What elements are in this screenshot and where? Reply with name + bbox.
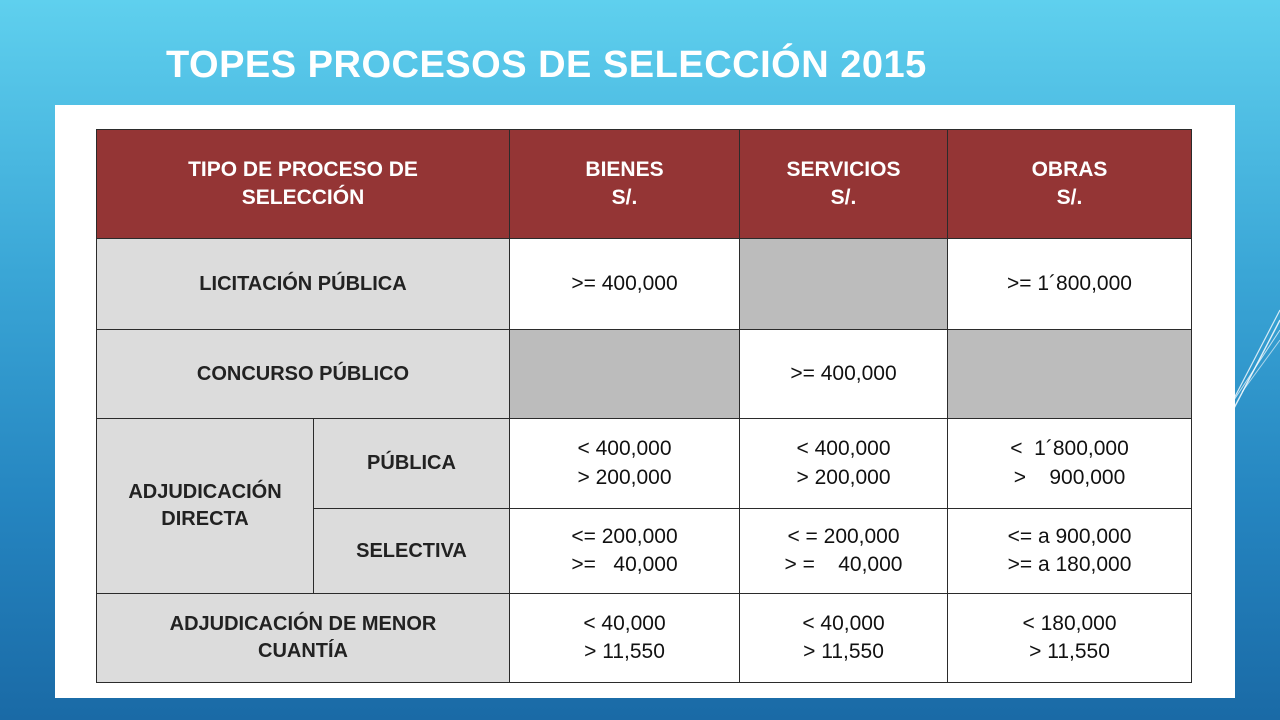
- slide-title: TOPES PROCESOS DE SELECCIÓN 2015: [166, 44, 927, 86]
- concurso-servicios: >= 400,000: [740, 330, 948, 419]
- selectiva-servicios: < = 200,000 > = 40,000: [740, 509, 948, 594]
- licitacion-servicios-empty: [740, 239, 948, 330]
- licitacion-bienes: >= 400,000: [510, 239, 740, 330]
- topes-table: [96, 129, 1192, 683]
- header-row: [97, 130, 1192, 239]
- licitacion-obras: >= 1´800,000: [948, 239, 1192, 330]
- publica-servicios: < 400,000 > 200,000: [740, 419, 948, 509]
- concurso-obras-empty: [948, 330, 1192, 419]
- menor-cuantia-bienes: < 40,000 > 11,550: [510, 594, 740, 683]
- header-tipo-proceso: TIPO DE PROCESO DE SELECCIÓN: [97, 130, 510, 239]
- label-selectiva: SELECTIVA: [314, 509, 510, 594]
- row-adjudicacion-publica: [97, 419, 1192, 509]
- publica-bienes: < 400,000 > 200,000: [510, 419, 740, 509]
- menor-cuantia-obras: < 180,000 > 11,550: [948, 594, 1192, 683]
- header-bienes: BIENES S/.: [510, 130, 740, 239]
- selectiva-bienes: <= 200,000 >= 40,000: [510, 509, 740, 594]
- label-licitacion-publica: LICITACIÓN PÚBLICA: [97, 239, 510, 330]
- row-menor-cuantia: [97, 594, 1192, 683]
- label-publica: PÚBLICA: [314, 419, 510, 509]
- label-adjudicacion-directa: ADJUDICACIÓN DIRECTA: [97, 419, 314, 594]
- header-servicios: SERVICIOS S/.: [740, 130, 948, 239]
- row-licitacion-publica: [97, 239, 1192, 330]
- label-concurso-publico: CONCURSO PÚBLICO: [97, 330, 510, 419]
- label-menor-cuantia: ADJUDICACIÓN DE MENOR CUANTÍA: [97, 594, 510, 683]
- publica-obras: < 1´800,000 > 900,000: [948, 419, 1192, 509]
- table-panel: [55, 105, 1235, 698]
- concurso-bienes-empty: [510, 330, 740, 419]
- row-concurso-publico: [97, 330, 1192, 419]
- menor-cuantia-servicios: < 40,000 > 11,550: [740, 594, 948, 683]
- selectiva-obras: <= a 900,000 >= a 180,000: [948, 509, 1192, 594]
- header-obras: OBRAS S/.: [948, 130, 1192, 239]
